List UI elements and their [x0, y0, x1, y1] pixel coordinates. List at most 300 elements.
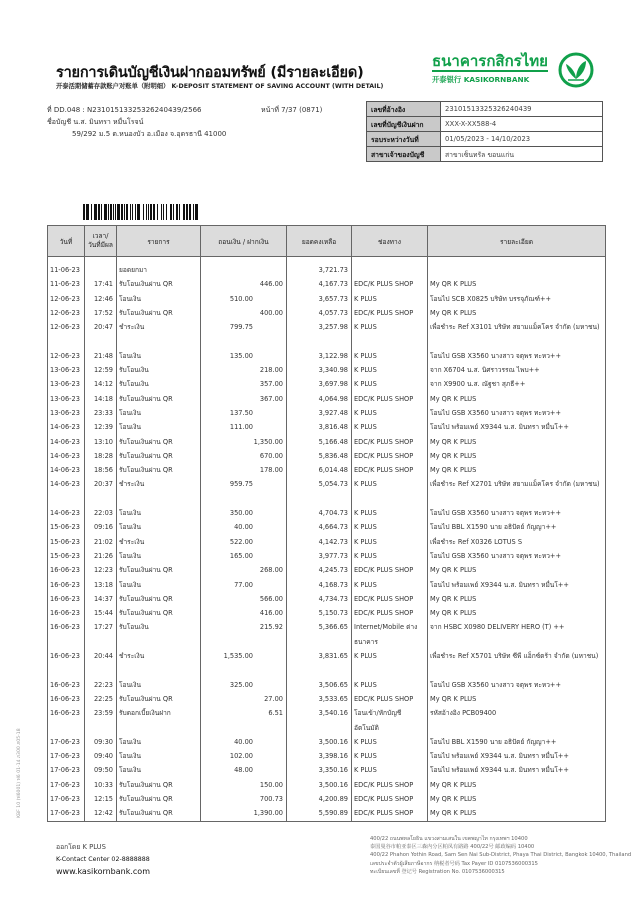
row-description: โอนเงิน	[117, 406, 201, 420]
row-description: โอนเงิน	[117, 420, 201, 434]
row-time: 20:44	[85, 649, 117, 678]
row-time: 12:15	[85, 792, 117, 806]
row-channel: EDC/K PLUS SHOP	[352, 277, 428, 291]
row-balance: 5,166.48	[287, 435, 352, 449]
website-link[interactable]: www.kasikornbank.com	[56, 867, 150, 876]
row-detail: โอนไป GSB X3560 นางสาว จตุพร ทะหว++	[428, 349, 606, 363]
row-date: 15-06-23	[48, 535, 85, 549]
row-time: 22:03	[85, 506, 117, 520]
row-channel: K PLUS	[352, 535, 428, 549]
row-channel: K PLUS	[352, 292, 428, 306]
row-balance: 5,366.65	[287, 620, 352, 649]
info-row-period	[367, 132, 603, 147]
row-amount-cell	[201, 363, 287, 377]
table-row	[48, 620, 606, 649]
row-description: โอนเงิน	[117, 349, 201, 363]
row-amount-cell	[201, 578, 287, 592]
row-time: 09:50	[85, 763, 117, 777]
row-balance: 4,064.98	[287, 392, 352, 406]
logo-name-english: 开泰银行 KASIKORNBANK	[432, 75, 530, 84]
table-header-row	[48, 226, 606, 257]
row-channel: EDC/K PLUS SHOP	[352, 778, 428, 792]
row-amount-cell	[201, 449, 287, 463]
address-line: 泰国曼谷市帕亚泰区三森内分区帕凤有路路 400/22号 邮政编码 10400	[370, 844, 535, 851]
row-description: รับโอนเงินผ่าน QR	[117, 449, 201, 463]
row-deposit: 400.00	[259, 308, 283, 317]
info-value: 01/05/2023 - 14/10/2023	[441, 132, 603, 147]
row-date: 17-06-23	[48, 735, 85, 749]
row-balance: 3,816.48	[287, 420, 352, 434]
row-time: 15:44	[85, 606, 117, 620]
address-line: เลขประจำตัวผู้เสียภาษีอากร 纳税者号码 Tax Payer ID 0107536000315	[370, 860, 538, 867]
row-withdrawal: 799.75	[229, 323, 253, 332]
address-line: 400/22 ถนนพหลโยธิน แขวงสามเสนใน เขตพญาไท กรุงเทพฯ 10400	[370, 836, 528, 842]
row-amount-cell	[201, 678, 287, 692]
row-amount-cell	[201, 563, 287, 577]
row-amount-cell	[201, 377, 287, 391]
row-date: 14-06-23	[48, 506, 85, 520]
row-balance: 4,200.89	[287, 792, 352, 806]
row-date: 17-06-23	[48, 792, 85, 806]
row-amount-cell	[201, 806, 287, 821]
row-description: รับโอนเงิน	[117, 363, 201, 377]
row-balance: 4,664.73	[287, 520, 352, 534]
row-amount-cell	[201, 277, 287, 291]
row-description: รับดอกเบี้ยเงินฝาก	[117, 706, 201, 735]
table-row	[48, 435, 606, 449]
table-row	[48, 578, 606, 592]
table-row	[48, 649, 606, 678]
row-deposit: 446.00	[259, 280, 283, 289]
row-balance: 4,168.73	[287, 578, 352, 592]
row-channel: K PLUS	[352, 363, 428, 377]
row-time: 21:48	[85, 349, 117, 363]
table-row	[48, 506, 606, 520]
row-channel: K PLUS	[352, 406, 428, 420]
row-channel: K PLUS	[352, 749, 428, 763]
barcode-bar	[195, 204, 198, 220]
row-balance: 3,257.98	[287, 320, 352, 349]
row-time: 20:47	[85, 320, 117, 349]
row-balance: 3,398.16	[287, 749, 352, 763]
row-balance: 4,734.73	[287, 592, 352, 606]
table-row	[48, 349, 606, 363]
address-line: ทะเบียนเลขที่ 登记号 Registration No. 0107536000315	[370, 868, 505, 875]
row-amount-cell	[201, 749, 287, 763]
row-deposit: 566.00	[259, 594, 283, 603]
row-balance: 5,836.48	[287, 449, 352, 463]
transaction-table	[47, 225, 606, 822]
kbank-leaf-icon	[558, 52, 594, 88]
row-detail	[428, 257, 606, 278]
row-deposit: 416.00	[259, 609, 283, 618]
table-row	[48, 477, 606, 506]
row-description: รับโอนเงินผ่าน QR	[117, 778, 201, 792]
table-row	[48, 692, 606, 706]
row-deposit: 215.92	[259, 623, 283, 632]
table-row	[48, 792, 606, 806]
row-date: 16-06-23	[48, 678, 85, 692]
row-description: โอนเงิน	[117, 678, 201, 692]
row-withdrawal: 111.00	[229, 423, 253, 432]
row-detail: My QR K PLUS	[428, 277, 606, 291]
row-time: 22:23	[85, 678, 117, 692]
row-amount-cell	[201, 763, 287, 777]
row-channel: K PLUS	[352, 678, 428, 692]
row-amount-cell	[201, 392, 287, 406]
row-date: 11-06-23	[48, 277, 85, 291]
row-detail: โอนไป GSB X3560 นางสาว จตุพร ทะหว++	[428, 678, 606, 692]
info-label: เลขที่บัญชีเงินฝาก	[367, 117, 441, 132]
info-row-branch	[367, 147, 603, 162]
table-row	[48, 706, 606, 735]
row-description: ชำระเงิน	[117, 535, 201, 549]
row-amount-cell	[201, 592, 287, 606]
table-row	[48, 463, 606, 477]
row-date: 13-06-23	[48, 363, 85, 377]
row-date: 13-06-23	[48, 377, 85, 391]
table-row	[48, 592, 606, 606]
row-balance: 5,150.73	[287, 606, 352, 620]
row-channel: EDC/K PLUS SHOP	[352, 563, 428, 577]
row-channel: K PLUS	[352, 520, 428, 534]
row-time: 14:12	[85, 377, 117, 391]
row-detail: เพื่อชำระ Ref X2701 บริษัท สยามแม็คโคร จำกัด (มหาชน)	[428, 477, 606, 506]
row-amount-cell	[201, 706, 287, 735]
row-description: ยอดยกมา	[117, 257, 201, 278]
row-balance: 3,831.65	[287, 649, 352, 678]
row-description: รับโอนเงิน	[117, 377, 201, 391]
row-amount-cell	[201, 535, 287, 549]
row-time: 18:56	[85, 463, 117, 477]
row-withdrawal: 522.00	[229, 537, 253, 546]
row-time: 17:52	[85, 306, 117, 320]
row-detail: โอนไป BBL X1590 นาย อธิปัตย์ กัญญา++	[428, 520, 606, 534]
row-withdrawal: 102.00	[229, 752, 253, 761]
row-balance: 5,590.89	[287, 806, 352, 821]
row-date: 16-06-23	[48, 706, 85, 735]
column-header-amount: ถอนเงิน / ฝากเงิน	[201, 226, 287, 257]
statement-title-thai: รายการเดินบัญชีเงินฝากออมทรัพย์ (มีรายละเอียด)	[56, 65, 364, 81]
row-time: 14:37	[85, 592, 117, 606]
row-date: 11-06-23	[48, 257, 85, 278]
table-row	[48, 549, 606, 563]
row-description: โอนเงิน	[117, 520, 201, 534]
document-reference: ที่ DD.048 : N2310151332532624043​9/2566	[47, 106, 202, 114]
row-balance: 3,977.73	[287, 549, 352, 563]
row-amount-cell	[201, 420, 287, 434]
issued-by: ออกโดย K PLUS	[56, 843, 106, 851]
row-balance: 5,054.73	[287, 477, 352, 506]
row-amount-cell	[201, 520, 287, 534]
row-detail: จาก HSBC X0980 DELIVERY HERO (T) ++	[428, 620, 606, 649]
row-deposit: 357.00	[259, 380, 283, 389]
row-balance: 3,500.16	[287, 735, 352, 749]
row-amount-cell	[201, 735, 287, 749]
row-time: 12:42	[85, 806, 117, 821]
row-time	[85, 257, 117, 278]
row-detail: My QR K PLUS	[428, 778, 606, 792]
info-label: รอบระหว่างวันที่	[367, 132, 441, 147]
row-date: 17-06-23	[48, 763, 85, 777]
row-time: 23:59	[85, 706, 117, 735]
row-channel: K PLUS	[352, 649, 428, 678]
row-channel: EDC/K PLUS SHOP	[352, 792, 428, 806]
row-withdrawal: 325.00	[229, 680, 253, 689]
kasikornbank-logo	[430, 52, 600, 96]
row-detail: My QR K PLUS	[428, 449, 606, 463]
row-amount-cell	[201, 549, 287, 563]
row-time: 13:18	[85, 578, 117, 592]
table-row	[48, 420, 606, 434]
row-balance: 3,500.16	[287, 778, 352, 792]
row-withdrawal: 135.00	[229, 351, 253, 360]
row-time: 21:02	[85, 535, 117, 549]
row-balance: 4,057.73	[287, 306, 352, 320]
row-channel: K PLUS	[352, 320, 428, 349]
row-amount-cell	[201, 435, 287, 449]
row-channel: EDC/K PLUS SHOP	[352, 306, 428, 320]
row-date: 17-06-23	[48, 749, 85, 763]
table-row	[48, 749, 606, 763]
row-date: 13-06-23	[48, 406, 85, 420]
row-channel: K PLUS	[352, 477, 428, 506]
row-date: 16-06-23	[48, 692, 85, 706]
table-row	[48, 406, 606, 420]
table-row	[48, 449, 606, 463]
row-description: รับโอนเงินผ่าน QR	[117, 563, 201, 577]
table-row	[48, 320, 606, 349]
row-detail: โอนไป SCB X0825 บริษัท บรรจุภัณฑ์++	[428, 292, 606, 306]
row-description: โอนเงิน	[117, 578, 201, 592]
row-date: 16-06-23	[48, 606, 85, 620]
row-description: รับโอนเงินผ่าน QR	[117, 792, 201, 806]
row-channel: EDC/K PLUS SHOP	[352, 392, 428, 406]
row-deposit: 218.00	[259, 366, 283, 375]
row-detail: My QR K PLUS	[428, 606, 606, 620]
row-channel: K PLUS	[352, 377, 428, 391]
table-row	[48, 606, 606, 620]
row-amount-cell	[201, 463, 287, 477]
row-time: 20:37	[85, 477, 117, 506]
row-deposit: 1,350.00	[253, 437, 283, 446]
row-time: 12:39	[85, 420, 117, 434]
info-label: เลขที่อ้างอิง	[367, 102, 441, 117]
row-detail: My QR K PLUS	[428, 463, 606, 477]
info-row-account	[367, 117, 603, 132]
row-detail: โอนไป พร้อมเพย์ X9344 น.ส. มินทรา หมื่นโ++	[428, 420, 606, 434]
address-line: 400/22 Phahon Yothin Road, Sam Sen Nai Sub-District, Phaya Thai District, Bangkok 10400, Thailand	[370, 852, 632, 859]
info-label: สาขาเจ้าของบัญชี	[367, 147, 441, 162]
barcode	[83, 204, 198, 220]
row-amount-cell	[201, 292, 287, 306]
info-value: 231015133253262404​39	[441, 102, 603, 117]
row-time: 23:33	[85, 406, 117, 420]
row-deposit: 27.00	[264, 694, 283, 703]
row-balance: 4,245.73	[287, 563, 352, 577]
row-channel: K PLUS	[352, 349, 428, 363]
row-balance: 3,657.73	[287, 292, 352, 306]
row-amount-cell	[201, 257, 287, 278]
row-channel: K PLUS	[352, 735, 428, 749]
row-channel: K PLUS	[352, 549, 428, 563]
row-deposit: 268.00	[259, 566, 283, 575]
row-description: ชำระเงิน	[117, 649, 201, 678]
info-row-reference	[367, 102, 603, 117]
info-value: XXX-X-XX588-4	[441, 117, 603, 132]
row-time: 13:10	[85, 435, 117, 449]
row-description: รับโอนเงินผ่าน QR	[117, 306, 201, 320]
row-detail: จาก X6704 น.ส. นิศราวรรณ ไพบ++	[428, 363, 606, 377]
row-detail: เพื่อชำระ Ref X3101 บริษัท สยามแม็คโคร จำกัด (มหาชน)	[428, 320, 606, 349]
table-row	[48, 806, 606, 821]
row-withdrawal: 40.00	[234, 523, 253, 532]
row-detail: รหัสอ้างอิง PCB09400	[428, 706, 606, 735]
row-detail: โอนไป พร้อมเพย์ X9344 น.ส. มินทรา หมื่นโ++	[428, 763, 606, 777]
row-detail: โอนไป GSB X3560 นางสาว จตุพร ทะหว++	[428, 506, 606, 520]
row-amount-cell	[201, 306, 287, 320]
row-channel: EDC/K PLUS SHOP	[352, 806, 428, 821]
row-amount-cell	[201, 320, 287, 349]
row-channel: K PLUS	[352, 763, 428, 777]
row-description: ชำระเงิน	[117, 477, 201, 506]
row-balance: 3,340.98	[287, 363, 352, 377]
row-description: รับโอนเงินผ่าน QR	[117, 277, 201, 291]
row-balance: 3,350.16	[287, 763, 352, 777]
row-amount-cell	[201, 649, 287, 678]
row-date: 16-06-23	[48, 620, 85, 649]
row-deposit: 1,390.00	[253, 809, 283, 818]
row-date: 16-06-23	[48, 649, 85, 678]
column-header-description: รายการ	[117, 226, 201, 257]
row-detail: จาก X9900 น.ส. ณัฐชา สุภธี++	[428, 377, 606, 391]
row-time: 22:25	[85, 692, 117, 706]
row-balance: 3,506.65	[287, 678, 352, 692]
row-time: 10:33	[85, 778, 117, 792]
row-description: รับโอนเงินผ่าน QR	[117, 392, 201, 406]
row-time: 21:26	[85, 549, 117, 563]
row-balance: 3,533.65	[287, 692, 352, 706]
row-balance: 3,721.73	[287, 257, 352, 278]
row-channel: K PLUS	[352, 578, 428, 592]
row-withdrawal: 77.00	[234, 580, 253, 589]
contact-center: K-Contact Center 02-8888888	[56, 856, 150, 863]
row-deposit: 670.00	[259, 451, 283, 460]
row-date: 13-06-23	[48, 392, 85, 406]
row-detail: My QR K PLUS	[428, 306, 606, 320]
row-description: รับโอนเงินผ่าน QR	[117, 606, 201, 620]
row-channel: EDC/K PLUS SHOP	[352, 592, 428, 606]
row-withdrawal: 350.00	[229, 509, 253, 518]
row-balance: 4,704.73	[287, 506, 352, 520]
row-balance: 3,540.16	[287, 706, 352, 735]
row-amount-cell	[201, 506, 287, 520]
row-time: 09:40	[85, 749, 117, 763]
row-withdrawal: 48.00	[234, 766, 253, 775]
account-name: ชื่อบัญชี น.ส. มินทรา หมื่นโรจน์	[47, 118, 144, 126]
row-detail: โอนไป BBL X1590 นาย อธิปัตย์ กัญญา++	[428, 735, 606, 749]
row-detail: My QR K PLUS	[428, 806, 606, 821]
row-channel: K PLUS	[352, 506, 428, 520]
table-row	[48, 778, 606, 792]
row-description: รับโอนเงินผ่าน QR	[117, 806, 201, 821]
row-withdrawal: 137.50	[229, 408, 253, 417]
row-amount-cell	[201, 349, 287, 363]
row-deposit: 700.73	[259, 794, 283, 803]
row-deposit: 150.00	[259, 780, 283, 789]
row-withdrawal: 165.00	[229, 551, 253, 560]
row-balance: 3,927.48	[287, 406, 352, 420]
row-deposit: 6.51	[268, 709, 283, 718]
column-header-detail: รายละเอียด	[428, 226, 606, 257]
row-time: 17:41	[85, 277, 117, 291]
row-amount-cell	[201, 406, 287, 420]
row-detail: My QR K PLUS	[428, 592, 606, 606]
row-detail: โอนไป พร้อมเพย์ X9344 น.ส. มินทรา หมื่นโ++	[428, 749, 606, 763]
row-detail: โอนไป พร้อมเพย์ X9344 น.ส. มินทรา หมื่นโ++	[428, 578, 606, 592]
row-detail: My QR K PLUS	[428, 435, 606, 449]
row-time: 12:23	[85, 563, 117, 577]
row-detail: เพื่อชำระ Ref X0326 LOTUS S	[428, 535, 606, 549]
row-date: 17-06-23	[48, 806, 85, 821]
table-row	[48, 377, 606, 391]
row-amount-cell	[201, 620, 287, 649]
row-balance: 4,167.73	[287, 277, 352, 291]
table-row	[48, 535, 606, 549]
row-deposit: 367.00	[259, 394, 283, 403]
row-description: โอนเงิน	[117, 549, 201, 563]
column-header-date: วันที่	[48, 226, 85, 257]
row-balance: 4,142.73	[287, 535, 352, 549]
row-detail: เพื่อชำระ Ref X5701 บริษัท ซีพี แอ็กซ์ตร้า จำกัด (มหาชน)	[428, 649, 606, 678]
row-date: 14-06-23	[48, 477, 85, 506]
row-time: 14:18	[85, 392, 117, 406]
row-date: 14-06-23	[48, 435, 85, 449]
row-time: 17:27	[85, 620, 117, 649]
row-description: รับโอนเงินผ่าน QR	[117, 692, 201, 706]
row-description: รับโอนเงินผ่าน QR	[117, 435, 201, 449]
table-row	[48, 678, 606, 692]
row-date: 12-06-23	[48, 349, 85, 363]
row-amount-cell	[201, 692, 287, 706]
row-description: โอนเงิน	[117, 763, 201, 777]
row-date: 16-06-23	[48, 563, 85, 577]
row-channel: K PLUS	[352, 420, 428, 434]
table-row	[48, 277, 606, 291]
row-date: 14-06-23	[48, 463, 85, 477]
row-description: รับโอนเงินผ่าน QR	[117, 463, 201, 477]
page-number: หน้าที่ 7/37 (0871)	[261, 106, 323, 114]
row-withdrawal: 1,535.00	[223, 652, 253, 661]
row-description: โอนเงิน	[117, 292, 201, 306]
row-detail: My QR K PLUS	[428, 792, 606, 806]
row-balance: 3,122.98	[287, 349, 352, 363]
table-row	[48, 563, 606, 577]
table-row	[48, 735, 606, 749]
row-amount-cell	[201, 792, 287, 806]
row-date: 14-06-23	[48, 449, 85, 463]
column-header-channel: ช่องทาง	[352, 226, 428, 257]
table-row	[48, 257, 606, 278]
row-amount-cell	[201, 477, 287, 506]
row-withdrawal: 40.00	[234, 737, 253, 746]
logo-name-thai: ธนาคารกสิกรไทย	[432, 52, 548, 70]
account-info-table	[366, 101, 603, 162]
statement-title-english: 开泰活期储蓄存款账户对账单（附明细） K-DEPOSIT STATEMENT OF SAVING ACCOUNT (WITH DETAIL)	[56, 83, 384, 90]
row-date: 16-06-23	[48, 578, 85, 592]
row-date: 15-06-23	[48, 549, 85, 563]
table-row	[48, 763, 606, 777]
